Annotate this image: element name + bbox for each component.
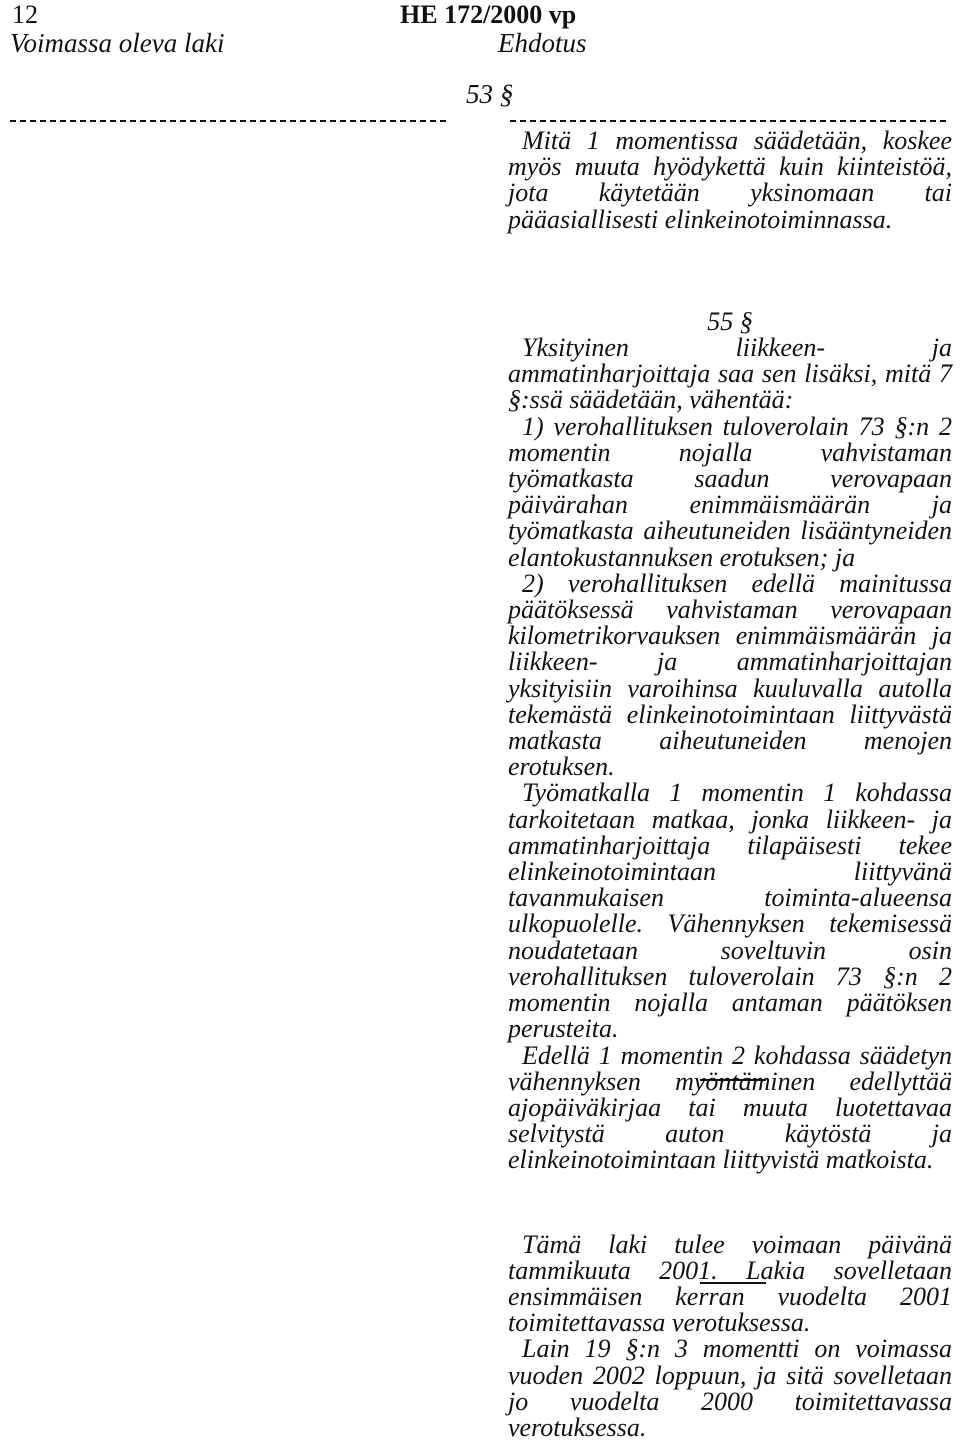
section-53-heading: 53 § [466,79,514,109]
entry-into-force-paragraph-1: Tämä laki tulee voimaan päivänä tammikuuta 2001. Lakia sovelletaan ensimmäisen kerran vuodelta 2001 toimitettavassa verotuksessa. [508,1229,952,1338]
end-rule [700,1282,766,1284]
document-id: HE 172/2000 vp [400,0,577,29]
spacer [508,1174,952,1232]
section-55-paragraph-3: Edellä 1 momentin 2 kohdassa säädetyn vähennyksen myöntäminen edellyttää ajopäiväkirjaa tai muuta luotettavaa selvitystä auton käytöstä ja elinkeinotoimintaan liittyvistä matkoista. [508,1040,952,1175]
section-53-paragraph: Mitä 1 momentissa säädetään, koskee myös muuta hyödykettä kuin kiinteistöä, jota käytetään yksinomaan tai pääasiallisesti elinkeinotoiminnassa. [508,126,952,234]
proposal-column [508,128,952,1441]
section-55-heading: 55 § [707,306,753,336]
section-55-intro: Yksityinen liikkeen- ja ammatinharjoittaja saa sen lisäksi, mitä 7 §:ssä säädetään, vähentää: [508,333,952,415]
right-column-heading: Ehdotus [498,28,587,58]
separator-rule [700,1079,766,1081]
omission-line-right [510,120,946,122]
section-55-paragraph-2: Työmatkalla 1 momentin 1 kohdassa tarkoitetaan matkaa, jonka liikkeen- ja ammatinharjoittaja tilapäisesti tekee elinkeinotoimintaan liittyvänä tavanmukaisen toiminta-alueensa ulkopuolelle. Vähennyksen tekemisessä noudatetaan soveltuvin osin verohallituksen tuloverolain 73 §:n 2 momentin nojalla antaman päätöksen perusteita. [508,778,952,1044]
section-55-item-1: 1) verohallituksen tuloverolain 73 §:n 2 momentin nojalla vahvistaman työmatkasta saadun verovapaan päivärahan enimmäismäärän ja työmatkasta aiheutuneiden lisääntyneiden elantokustannuksen erotuksen; ja [508,411,952,572]
spacer [508,233,952,309]
left-column-heading: Voimassa oleva laki [10,28,225,58]
page-number: 12 [12,0,38,29]
entry-into-force-paragraph-2: Lain 19 §:n 3 momentti on voimassa vuoden 2002 loppuun, ja sitä sovelletaan jo vuodelta 2000 toimitettavassa verotuksessa. [508,1334,952,1442]
section-55-item-2: 2) verohallituksen edellä mainitussa päätöksessä vahvistaman verovapaan kilometrikorvauksen enimmäismäärän ja liikkeen- ja ammatinharjoittajan yksityisiin varoihinsa kuuluvalla autolla tekemästä elinkeinotoimintaan liittyvästä matkasta aiheutuneiden menojen erotuksen. [508,568,952,782]
omission-line-left [10,120,446,122]
